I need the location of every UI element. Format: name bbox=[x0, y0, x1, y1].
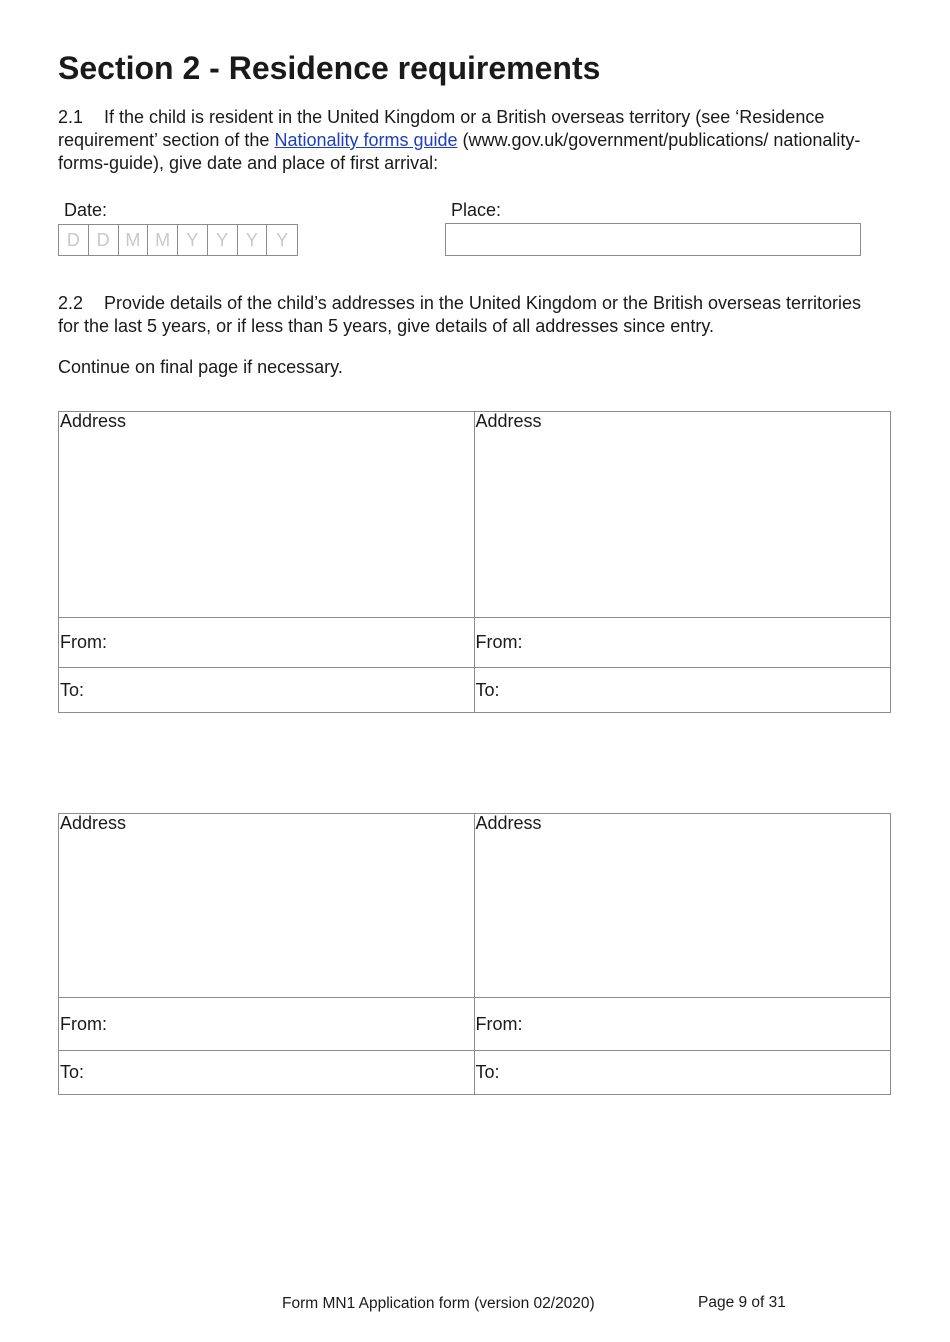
date-label: Date: bbox=[64, 200, 108, 220]
question-2-1-number: 2.1 bbox=[58, 107, 84, 127]
to-date-field[interactable] bbox=[59, 1051, 475, 1094]
footer-form-name: Form MN1 Application form (version 02/2020) bbox=[282, 1295, 595, 1312]
arrival-date-field[interactable] bbox=[58, 224, 298, 256]
date-box-year-1[interactable]: Y bbox=[178, 225, 208, 255]
to-date-field[interactable] bbox=[475, 1051, 891, 1094]
address-field[interactable] bbox=[475, 814, 891, 998]
continue-note: Continue on final page if necessary. bbox=[58, 357, 343, 377]
date-box-month-1[interactable]: M bbox=[119, 225, 149, 255]
to-label: To: bbox=[60, 679, 85, 700]
to-label: To: bbox=[475, 1062, 500, 1082]
from-date-field[interactable] bbox=[59, 618, 475, 668]
from-date-field[interactable] bbox=[59, 998, 475, 1051]
page-title: Section 2 - Residence requirements bbox=[58, 50, 601, 86]
to-label: To: bbox=[60, 1062, 85, 1082]
date-box-year-4[interactable]: Y bbox=[276, 229, 289, 250]
address-label: Address bbox=[60, 813, 127, 833]
question-2-2-number: 2.2 bbox=[58, 293, 84, 313]
to-date-field[interactable] bbox=[475, 668, 891, 712]
question-2-1-text-before-link: If the child is resident in the United Kingdom or a British overseas territory (see ‘Residence requirement’ section of the bbox=[58, 107, 825, 150]
to-date-field[interactable] bbox=[59, 668, 475, 712]
from-date-field[interactable] bbox=[475, 998, 891, 1051]
from-label: From: bbox=[60, 1013, 107, 1034]
question-2-1-text-after-link: (www.gov.uk/government/publications/ nationality-forms-guide), give date and place of first arrival: bbox=[58, 130, 861, 173]
address-field[interactable] bbox=[475, 412, 891, 618]
date-box-day-2[interactable]: D bbox=[89, 225, 119, 255]
question-2-2-body: Provide details of the child’s addresses in the United Kingdom or the British overseas territories for the last 5 years, or if less than 5 years, give details of all addresses since entry. bbox=[58, 293, 862, 336]
address-label: Address bbox=[475, 813, 542, 833]
nationality-forms-guide-link[interactable]: Nationality forms guide bbox=[274, 130, 458, 150]
from-date-field[interactable] bbox=[475, 618, 891, 668]
address-table-2 bbox=[58, 813, 891, 1095]
to-label: To: bbox=[475, 679, 500, 700]
place-label: Place: bbox=[451, 200, 502, 220]
arrival-place-input[interactable] bbox=[445, 223, 861, 256]
address-field[interactable] bbox=[59, 412, 475, 618]
from-label: From: bbox=[60, 632, 107, 652]
address-field[interactable] bbox=[59, 814, 475, 998]
date-box-year-3[interactable]: Y bbox=[238, 225, 268, 255]
date-box-year-2[interactable]: Y bbox=[208, 225, 238, 255]
question-2-1-text bbox=[58, 106, 898, 175]
address-table-1 bbox=[58, 411, 891, 713]
question-2-2-text bbox=[58, 292, 878, 338]
from-label: From: bbox=[475, 1013, 523, 1034]
address-label: Address bbox=[475, 411, 542, 431]
from-label: From: bbox=[475, 632, 523, 652]
footer-page-number: Page 9 of 31 bbox=[698, 1294, 786, 1311]
date-box-day-1[interactable]: D bbox=[59, 225, 89, 255]
date-box-month-2[interactable]: M bbox=[148, 225, 178, 255]
address-label: Address bbox=[60, 411, 127, 431]
